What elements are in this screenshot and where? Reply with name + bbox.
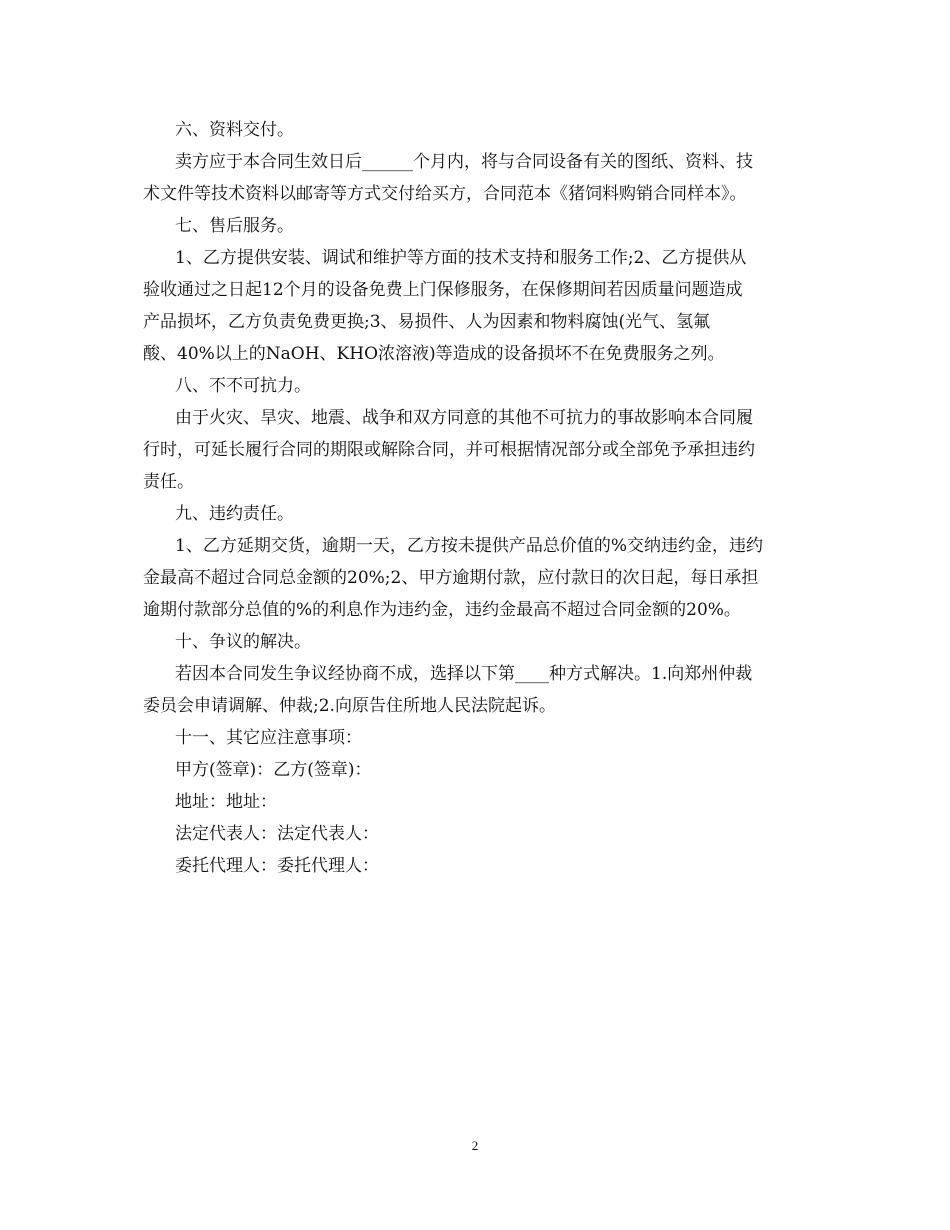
paragraph-line: 责任。 (143, 472, 194, 492)
paragraph-line: 术文件等技术资料以邮寄等方式交付给买方，合同范本《猪饲料购销合同样本》。 (143, 184, 747, 204)
section-heading-other-matters: 十一、其它应注意事项： (175, 728, 362, 748)
paragraph-line: 若因本合同发生争议经协商不成，选择以下第____种方式解决。1.向郑州仲裁 (175, 664, 753, 684)
paragraph-line: 金最高不超过合同总金额的20%;2、甲方逾期付款，应付款日的次日起，每日承担 (143, 568, 759, 588)
paragraph-line: 酸、40%以上的NaOH、KHO浓溶液)等造成的设备损坏不在免费服务之列。 (143, 344, 725, 364)
signature-line-parties: 甲方(签章)：乙方(签章)： (175, 760, 372, 780)
paragraph-line: 委员会申请调解、仲裁;2.向原告住所地人民法院起诉。 (143, 696, 556, 716)
paragraph-line: 行时，可延长履行合同的期限或解除合同，并可根据情况部分或全部免予承担违约 (143, 440, 755, 460)
paragraph-line: 卖方应于本合同生效日后______个月内，将与合同设备有关的图纸、资料、技 (175, 152, 753, 172)
section-heading-dispute: 十、争议的解决。 (175, 632, 311, 652)
section-heading-liability: 九、违约责任。 (175, 504, 294, 524)
section-heading-materials: 六、资料交付。 (175, 120, 294, 140)
paragraph-line: 逾期付款部分总值的%的利息作为违约金，违约金最高不超过合同金额的20%。 (143, 600, 741, 620)
document-body (143, 114, 811, 882)
signature-line-legal-representative: 法定代表人：法定代表人： (175, 824, 379, 844)
signature-line-authorized-agent: 委托代理人：委托代理人： (175, 856, 379, 876)
paragraph-line: 产品损坏，乙方负责免费更换;3、易损件、人为因素和物料腐蚀(光气、氢氟 (143, 312, 711, 332)
page-number: 2 (471, 1138, 479, 1153)
signature-line-address: 地址：地址： (175, 792, 277, 812)
paragraph-line: 1、乙方延期交货，逾期一天，乙方按未提供产品总价值的%交纳违约金，违约 (175, 536, 763, 556)
paragraph-line: 验收通过之日起12个月的设备免费上门保修服务，在保修期间若因质量问题造成 (143, 280, 743, 300)
paragraph-line: 1、乙方提供安装、调试和维护等方面的技术支持和服务工作;2、乙方提供从 (175, 248, 747, 268)
paragraph-line: 由于火灾、旱灾、地震、战争和双方同意的其他不可抗力的事故影响本合同履 (175, 408, 753, 428)
section-heading-force-majeure: 八、不不可抗力。 (175, 376, 311, 396)
section-heading-after-sales: 七、售后服务。 (175, 216, 294, 236)
